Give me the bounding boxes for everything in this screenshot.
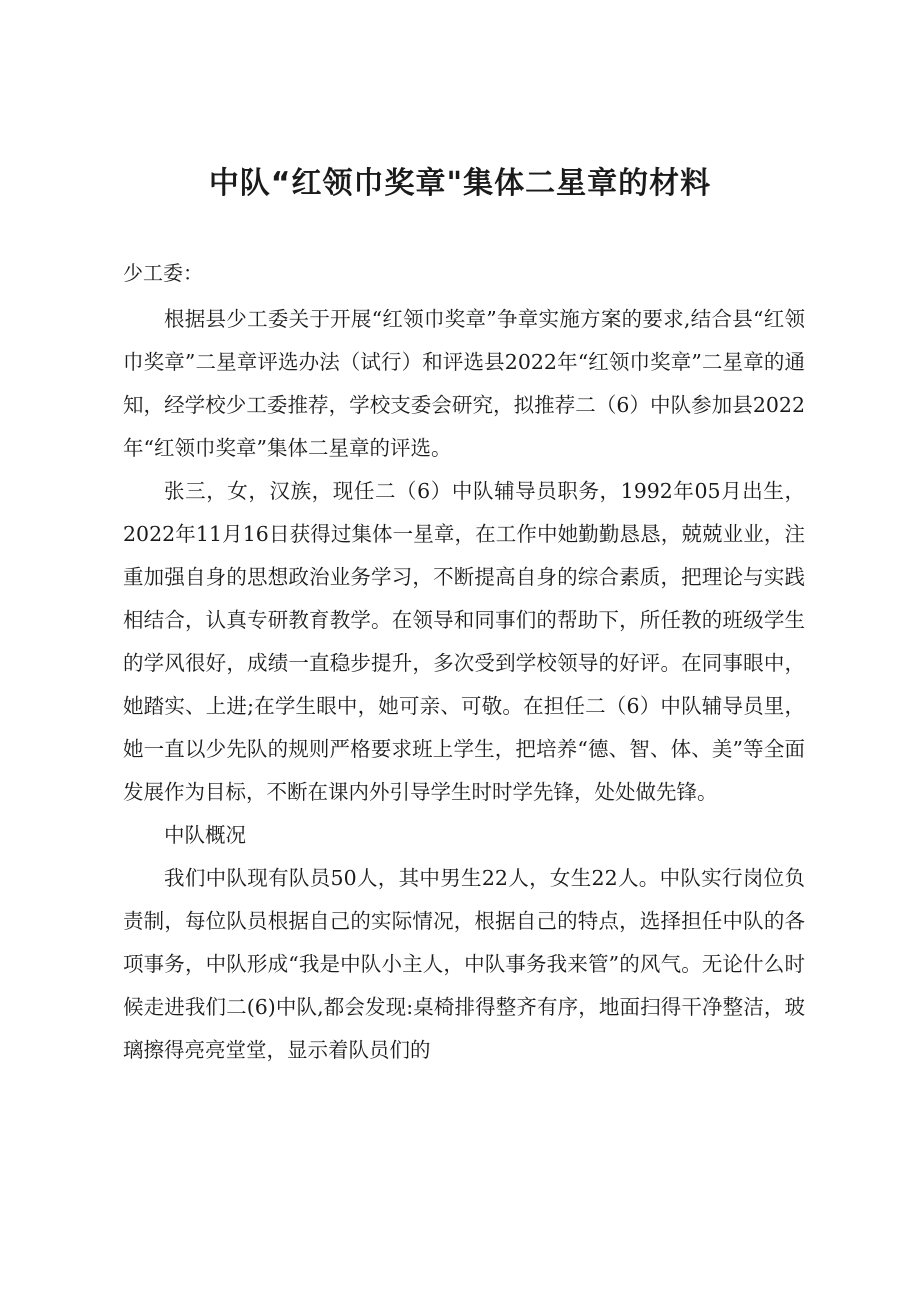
- paragraph-squad-overview: 我们中队现有队员50人，其中男生22人，女生22人。中队实行岗位负责制，每位队员根据自己的实际情况，根据自己的特点，选择担任中队的各项事务，中队形成“我是中队小主人，中队事务我来管”的风气。无论什么时候走进我们二(6)中队,都会发现:桌椅排得整齐有序，地面扫得干净整洁，玻璃擦得亮亮堂堂，显示着队员们的: [123, 866, 805, 1062]
- section-heading-squad-overview: 中队概况: [164, 823, 246, 847]
- salutation: 少工委：: [123, 261, 203, 285]
- paragraph-counselor-profile: 张三，女，汉族，现任二（6）中队辅导员职务，1992年05月出生，2022年11月16日获得过集体一星章，在工作中她勤勤恳恳，兢兢业业，注重加强自身的思想政治业务学习，不断提高自身的综合素质，把理论与实践相结合，认真专研教育教学。在领导和同事们的帮助下，所任教的班级学生的学风很好，成绩一直稳步提升，多次受到学校领导的好评。在同事眼中，她踏实、上进;在学生眼中，她可亲、可敬。在担任二（6）中队辅导员里，她一直以少先队的规则严格要求班上学生，把培养“德、智、体、美”等全面发展作为目标，不断在课内外引导学生时时学先锋，处处做先锋。: [123, 479, 805, 804]
- document-title: 中队“红领巾奖章"集体二星章的材料: [208, 166, 712, 201]
- paragraph-recommendation: 根据县少工委关于开展“红领巾奖章”争章实施方案的要求,结合县“红领巾奖章”二星章评选办法（试行）和评选县2022年“红领巾奖章”二星章的通知，经学校少工委推荐，学校支委会研究，拟推荐二（6）中队参加县2022年“红领巾奖章”集体二星章的评选。: [123, 307, 805, 460]
- document-body: [123, 298, 805, 1072]
